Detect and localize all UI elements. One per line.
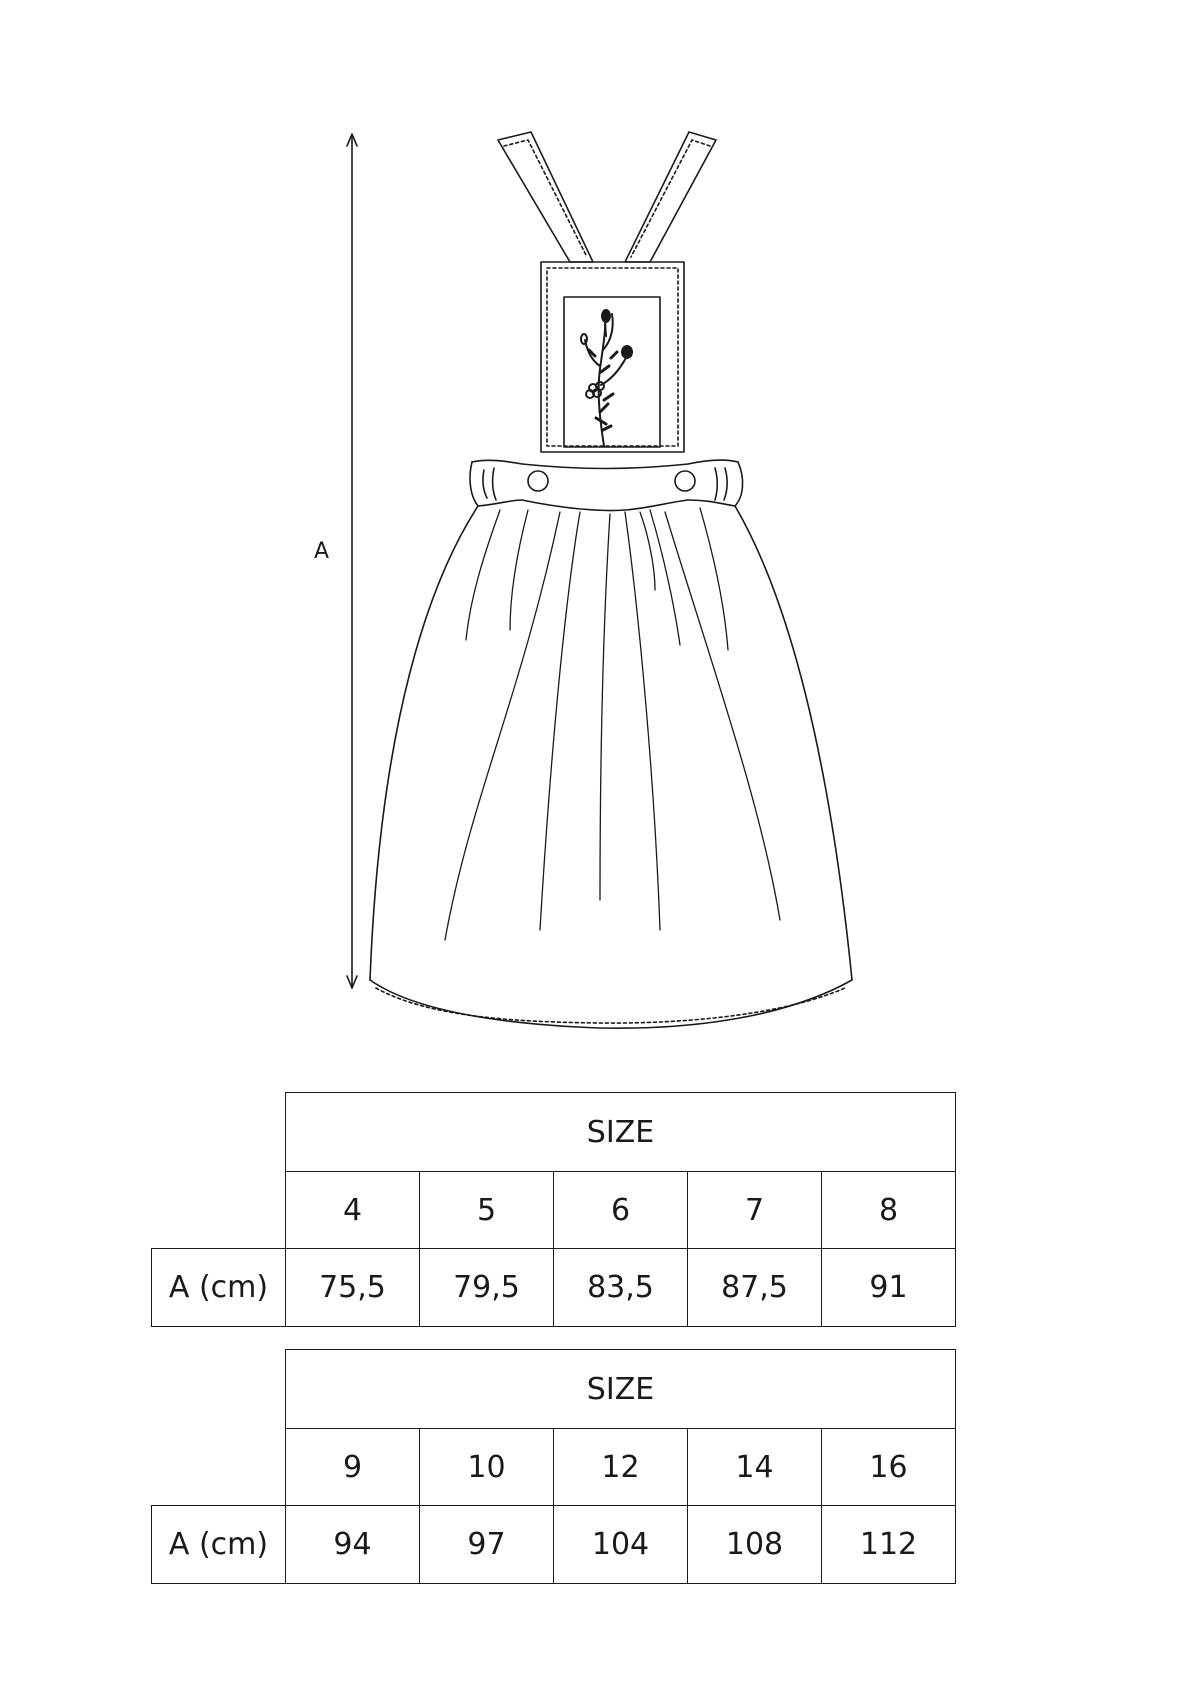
empty-corner <box>152 1093 286 1172</box>
dimension-label: A <box>314 539 330 564</box>
size-table-2 <box>151 1349 956 1584</box>
measurement-cell: 75,5 <box>286 1249 420 1327</box>
measurement-cell: 112 <box>822 1506 956 1584</box>
size-cell: 8 <box>822 1172 956 1249</box>
empty-corner <box>152 1429 286 1506</box>
skirt-folds <box>445 508 780 940</box>
right-strap <box>625 132 716 262</box>
size-cell: 12 <box>554 1429 688 1506</box>
dimension-arrow <box>347 134 357 988</box>
measurement-cell: 91 <box>822 1249 956 1327</box>
empty-corner <box>152 1350 286 1429</box>
size-header: SIZE <box>286 1093 956 1172</box>
skirt <box>370 506 852 1028</box>
measurement-cell: 108 <box>688 1506 822 1584</box>
size-cell: 4 <box>286 1172 420 1249</box>
size-cell: 16 <box>822 1429 956 1506</box>
row-label: A (cm) <box>152 1249 286 1327</box>
measurement-cell: 94 <box>286 1506 420 1584</box>
flower-embroidery-icon <box>581 310 632 446</box>
measurement-cell: 83,5 <box>554 1249 688 1327</box>
size-table-1 <box>151 1092 956 1327</box>
measurement-cell: 104 <box>554 1506 688 1584</box>
measurement-cell: 87,5 <box>688 1249 822 1327</box>
size-cell: 14 <box>688 1429 822 1506</box>
right-button-icon <box>675 471 695 491</box>
measurement-cell: 79,5 <box>420 1249 554 1327</box>
measurement-cell: 97 <box>420 1506 554 1584</box>
size-header: SIZE <box>286 1350 956 1429</box>
size-cell: 9 <box>286 1429 420 1506</box>
row-label: A (cm) <box>152 1506 286 1584</box>
left-strap <box>498 132 593 262</box>
size-cell: 5 <box>420 1172 554 1249</box>
size-cell: 10 <box>420 1429 554 1506</box>
size-cell: 7 <box>688 1172 822 1249</box>
left-button-icon <box>528 471 548 491</box>
waistband <box>470 460 743 510</box>
size-cell: 6 <box>554 1172 688 1249</box>
empty-corner <box>152 1172 286 1249</box>
